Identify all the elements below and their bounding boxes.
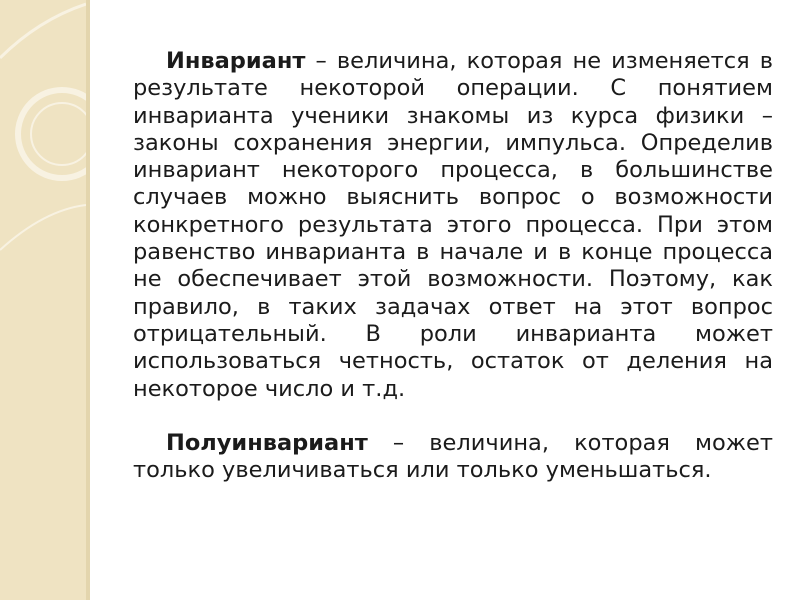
paragraph-invariant [133, 48, 773, 403]
term-semi-invariant: Полуинвариант [166, 429, 368, 456]
slide-text-body [133, 48, 773, 484]
side-panel-divider [86, 0, 90, 600]
decorative-arc-middle [0, 205, 86, 250]
definition-semi-invariant: – величина, которая может только увеличиваться или только уменьшаться. [133, 429, 773, 484]
decorative-arc-top [0, 4, 86, 58]
decorative-ring-inner [31, 103, 86, 165]
definition-invariant: – величина, которая не изменяется в результате некоторой операции. С понятием инварианта ученики знакомы из курса физики – законы сохранения энергии, импульса. Определив инвариант некоторого процесса, в большинстве случаев можно выяснить вопрос о возможности конкретного результата этого процесса. При этом равенство инварианта в начале и в конце процесса не обеспечивает этой возможности. Поэтому, как правило, в таких задачах ответ на этот вопрос отрицательный. В роли инварианта может использоваться четность, остаток от деления на некоторое число и т.д. [133, 48, 773, 402]
paragraph-semi-invariant [133, 430, 773, 485]
decorative-ring [18, 90, 86, 178]
decorative-rings-graphic [0, 0, 86, 600]
decorative-side-panel [0, 0, 86, 600]
term-invariant: Инвариант [166, 48, 306, 74]
